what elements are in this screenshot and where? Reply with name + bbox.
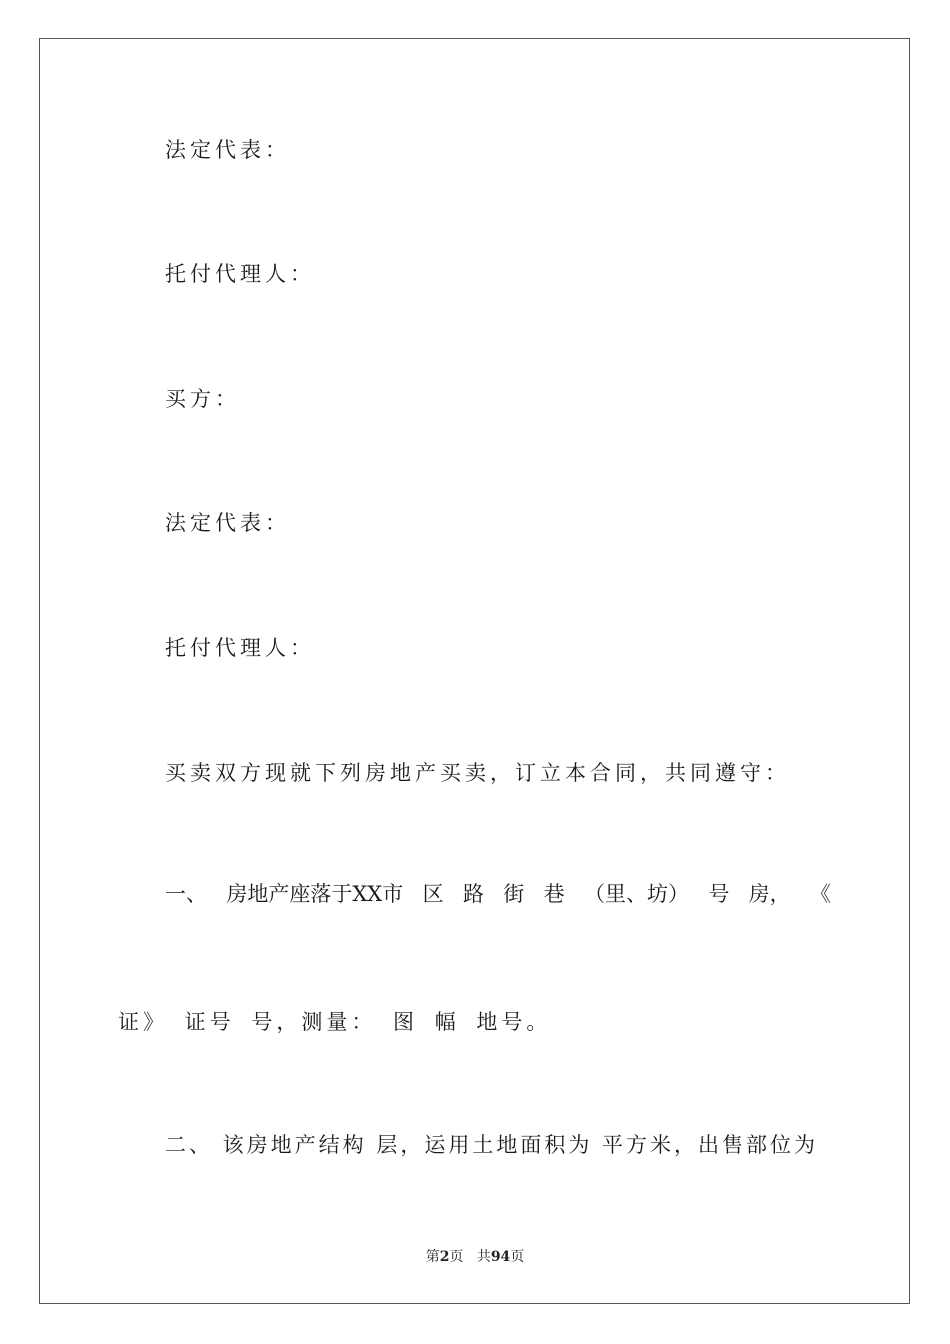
page-prefix: 第 <box>425 1249 440 1265</box>
clause-one-part: 街 <box>503 882 525 906</box>
total-suffix: 页 <box>510 1249 525 1265</box>
clause-one-line-one <box>165 880 831 908</box>
total-prefix: 共 <box>476 1249 491 1265</box>
seller-agent-line: 托付代理人： <box>165 262 315 286</box>
page-footer <box>0 1246 950 1266</box>
clause-one-part: 路 <box>462 882 484 906</box>
clause-one-part: 房， <box>748 882 791 906</box>
contract-intro-line: 买卖双方现就下列房地产买卖，订立本合同，共同遵守： <box>165 761 790 785</box>
clause-one-part: 号 <box>708 882 730 906</box>
clause-one-part: 《 <box>810 882 831 906</box>
page-frame <box>39 38 910 1304</box>
clause-one-line-two: 证》 证号 号，测量： 图 幅 地号。 <box>118 1010 552 1034</box>
buyer-legal-rep-line: 法定代表： <box>165 511 290 535</box>
total-pages: 94 <box>490 1249 511 1265</box>
clause-one-part: 区 <box>422 882 444 906</box>
buyer-agent-line: 托付代理人： <box>165 636 315 660</box>
clause-one-part: 一、 <box>165 882 207 906</box>
seller-legal-rep-line: 法定代表： <box>165 138 290 162</box>
clause-two-line-one: 二、 该房地产结构 层，运用土地面积为 平方米，出售部位为 <box>165 1133 819 1157</box>
clause-one-part: 房地产座落于XX市 <box>226 882 404 906</box>
page-suffix: 页 <box>449 1249 464 1265</box>
buyer-line: 买方： <box>165 387 240 411</box>
page-number: 2 <box>439 1249 450 1265</box>
clause-one-part: （里、坊） <box>583 882 689 906</box>
clause-one-part: 巷 <box>543 882 565 906</box>
